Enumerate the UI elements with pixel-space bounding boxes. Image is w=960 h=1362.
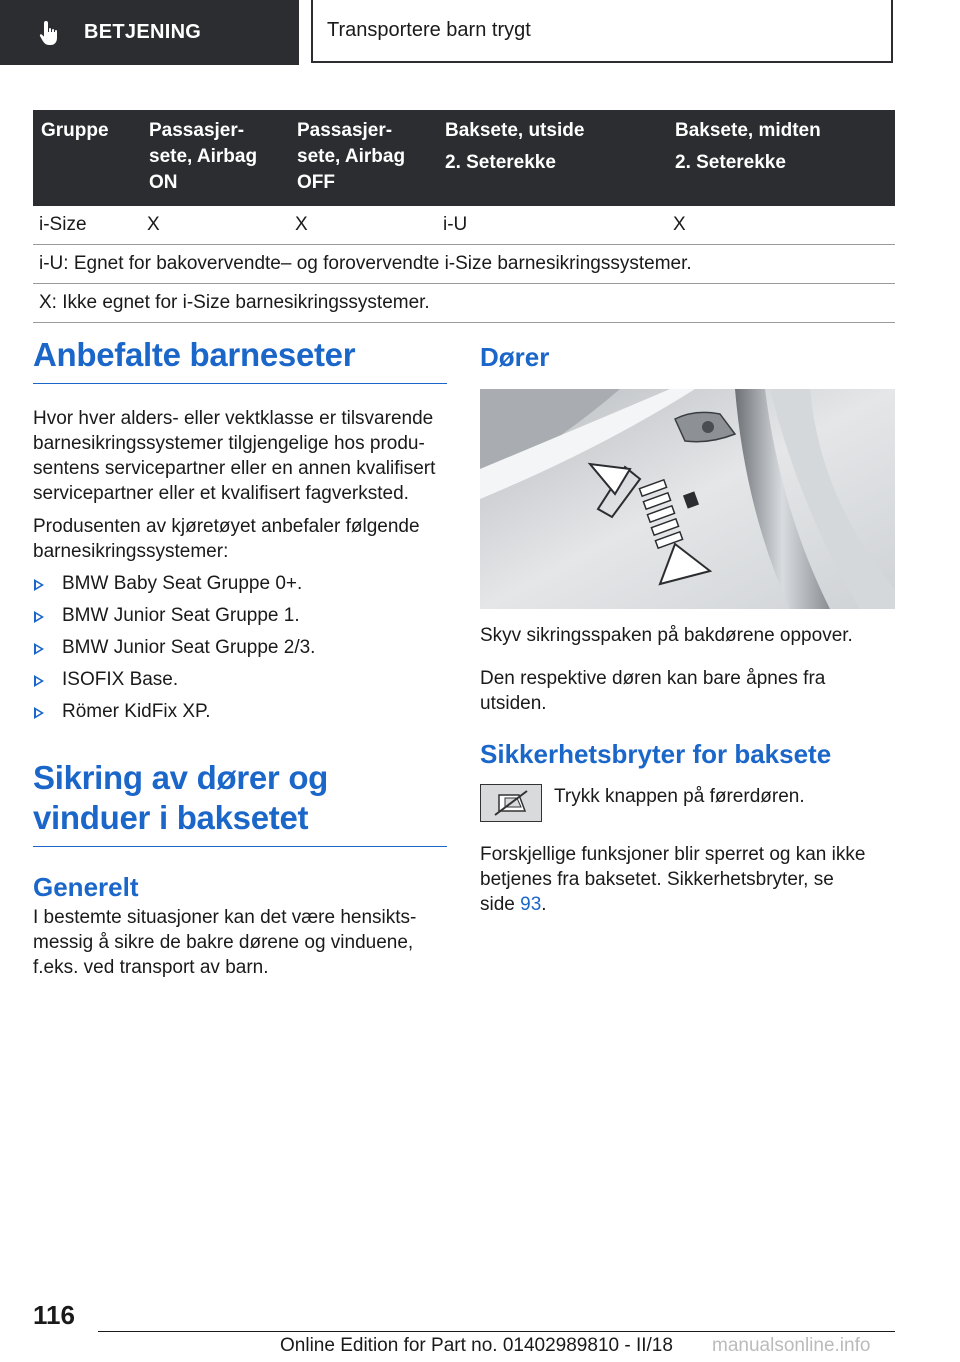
heading-securing-doors: Sikring av dører og vinduer i baksetet xyxy=(33,758,447,847)
list-item: ISOFIX Base. xyxy=(33,667,447,692)
right-column xyxy=(480,335,896,917)
heading-doors: Dører xyxy=(480,342,550,372)
paragraph: Skyv sikringsspaken på bakdørene oppover. xyxy=(480,625,853,646)
page-number: 116 xyxy=(33,1300,75,1330)
paragraph: Forskjellige funksjoner blir sperret og kan ikke betjenes fra baksetet. Sikkerhetsbryter, se side 93. xyxy=(480,844,866,915)
window-lock-switch-icon xyxy=(480,784,542,822)
table-header-cell: Passasjer- sete, Airbag ON xyxy=(141,110,289,206)
table-note-row xyxy=(33,284,895,323)
paragraph: Produsenten av kjøretøyet anbefaler følgende barnesikringssystemer: xyxy=(33,516,420,562)
subheading-safety-switch: Sikkerhetsbryter for baksete xyxy=(480,739,832,769)
list-item: BMW Junior Seat Gruppe 1. xyxy=(33,603,447,628)
page-reference-link[interactable]: 93 xyxy=(520,894,542,915)
switch-instruction xyxy=(480,784,896,822)
watermark-text: manualsonline.info xyxy=(712,1335,871,1356)
table-header-cell: Passasjer- sete, Airbag OFF xyxy=(289,110,437,206)
bullet-triangle-icon xyxy=(34,643,44,655)
bullet-triangle-icon xyxy=(34,611,44,623)
section-tab xyxy=(0,0,299,65)
child-seat-group-table xyxy=(33,110,895,323)
table-header-row xyxy=(33,110,895,206)
footer-divider xyxy=(98,1331,895,1332)
table-header-cell: Baksete, utside 2. Seterekke xyxy=(437,110,667,206)
table-cell: i-U xyxy=(437,206,667,245)
list-item: BMW Baby Seat Gruppe 0+. xyxy=(33,571,447,596)
table-header-cell: Baksete, midten 2. Seterekke xyxy=(667,110,895,206)
paragraph: Den respektive døren kan bare åpnes fra utsiden. xyxy=(480,668,826,714)
recommended-seat-list xyxy=(33,571,447,724)
paragraph: Trykk knappen på førerdøren. xyxy=(554,786,805,807)
table-note: i-U: Egnet for bakovervendte– og forovervendte i-Size barnesikringssystemer. xyxy=(33,245,895,284)
table-note: X: Ikke egnet for i-Size barnesikringssystemer. xyxy=(33,284,895,323)
table-header-cell: Gruppe xyxy=(33,110,141,206)
list-item: Römer KidFix XP. xyxy=(33,699,447,724)
bullet-triangle-icon xyxy=(34,579,44,591)
table-cell: X xyxy=(141,206,289,245)
section-label: BETJENING xyxy=(84,21,202,43)
left-column xyxy=(33,335,447,980)
paragraph: Hvor hver alders- eller vektklasse er tilsvarende barnesikringssystemer tilgjengelige hos produsentens servicepartner eller en annen kvalifisert servicepartner eller et kvalifisert fagverksted. xyxy=(33,408,436,504)
table-row xyxy=(33,206,895,245)
table-note-row xyxy=(33,245,895,284)
table-cell: X xyxy=(667,206,895,245)
bullet-triangle-icon xyxy=(34,707,44,719)
list-item: BMW Junior Seat Gruppe 2/3. xyxy=(33,635,447,660)
page-title: Transportere barn trygt xyxy=(311,0,893,63)
table-cell: i-Size xyxy=(33,206,141,245)
bullet-triangle-icon xyxy=(34,675,44,687)
subheading-general: Generelt xyxy=(33,872,139,902)
door-child-lock-illustration xyxy=(480,389,895,609)
edition-text: Online Edition for Part no. 01402989810 - II/18 xyxy=(280,1335,673,1356)
paragraph: I bestemte situasjoner kan det være hensiktsmessig å sikre de bakre dørene og vinduene, f.eks. ved transport av barn. xyxy=(33,907,417,978)
heading-recommended-seats: Anbefalte barneseter xyxy=(33,335,447,384)
table-cell: X xyxy=(289,206,437,245)
hand-icon xyxy=(38,19,64,47)
